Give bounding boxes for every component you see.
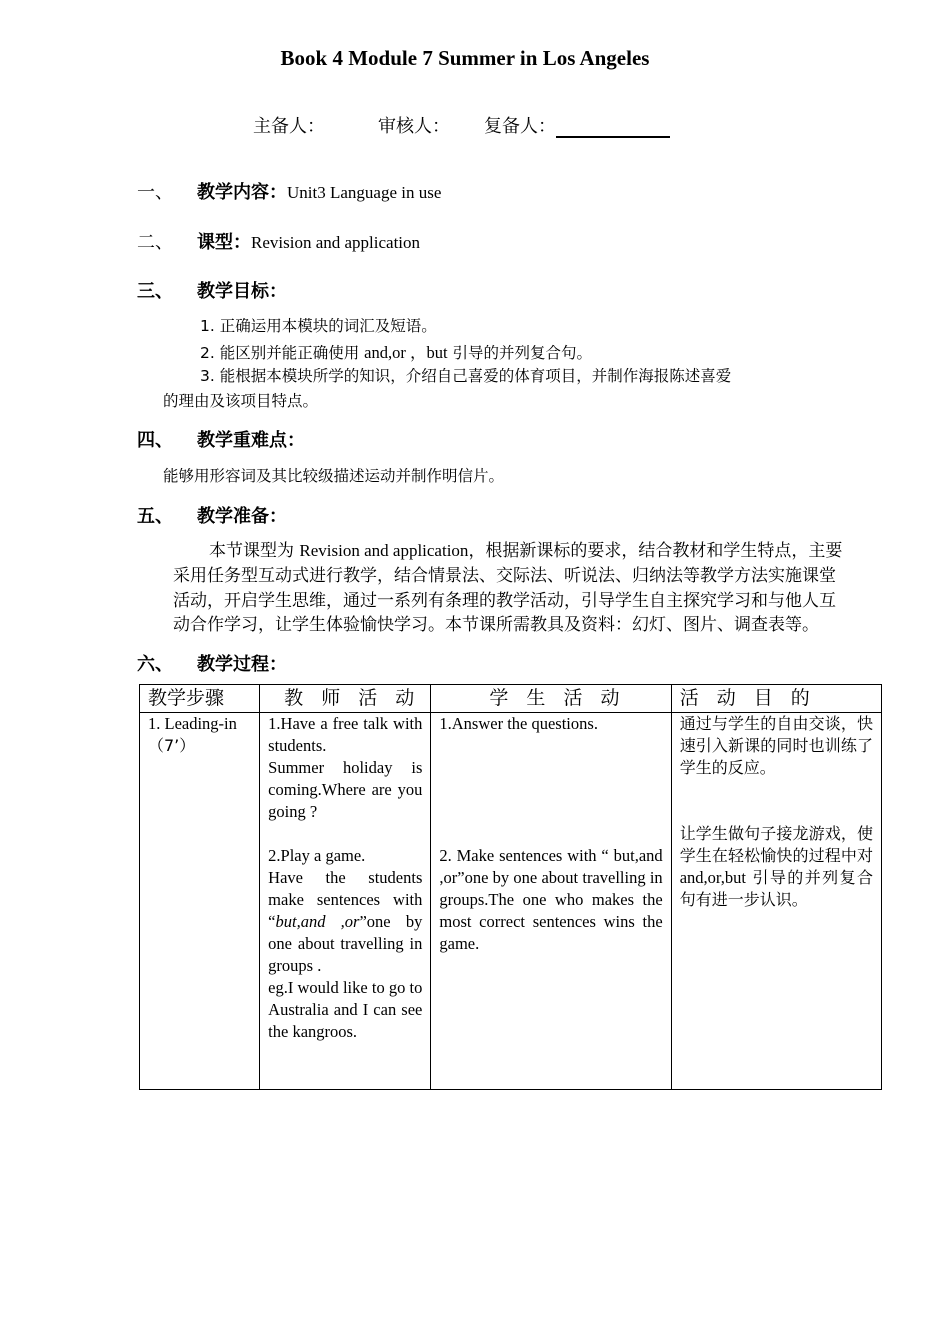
section-number: 三、 [137, 281, 173, 302]
header-teacher: 教 师 活 动 [260, 685, 431, 713]
student-activity-2: 2. Make sentences with “ but,and ,or”one by one about travelling in groups.The one who makes the most correct sentences wins the game. [439, 846, 663, 953]
section-heading: 教学重难点： [197, 430, 305, 451]
purpose-cell [671, 713, 881, 1090]
section-number: 六、 [137, 654, 173, 675]
step-cell [140, 713, 260, 1090]
teacher-activity-2-example: eg.I would like to go to Australia and I can see the kangroos. [268, 978, 423, 1041]
section-objectives [137, 277, 287, 303]
section-type [137, 228, 420, 254]
purpose-1: 通过与学生的自由交谈，快速引入新课的同时也训练了学生的反应。 [679, 714, 873, 777]
preparation-text: 本节课型为 [209, 541, 300, 561]
objective-2 [200, 339, 592, 363]
section-body: Unit3 Language in use [287, 183, 442, 202]
header-step: 教学步骤 [140, 685, 260, 713]
key-points-text: 能够用形容词及其比较级描述运动并制作明信片。 [163, 467, 505, 485]
purpose-2 [680, 823, 873, 911]
section-number: 一、 [137, 182, 173, 203]
preparation-line-1 [209, 536, 950, 561]
objective-2-text-end: 引导的并列复合句。 [447, 344, 592, 362]
section-heading: 教学过程： [197, 654, 287, 675]
re-preparer-blank [556, 116, 670, 138]
teacher-activity-2-conjunctions: but,and ,or [275, 912, 360, 931]
table-header-row [140, 685, 882, 713]
section-heading: 教学目标： [197, 281, 287, 302]
teacher-activity-2-text: Have the students make sentences with “ [268, 868, 423, 931]
section-preparation [137, 502, 287, 528]
preparers-line [253, 112, 670, 138]
purpose-2-conjunctions: and,or,but [679, 868, 746, 887]
purpose-2-text: 让学生做句子接龙游戏，使学生在轻松愉快的过程中对 [679, 824, 873, 865]
teacher-cell [260, 713, 431, 1090]
objective-3-line-2: 的理由及该项目特点。 [163, 392, 319, 410]
teacher-activity-1-detail: Summer holiday is coming.Where are you going ? [268, 758, 423, 821]
preparation-line-4: 动合作学习，让学生体验愉快学习。本节课所需教具及资料：幻灯、图片、调查表等。 [173, 615, 819, 635]
teacher-activity-2-text-end: ”one by one about travelling in groups . [268, 912, 423, 975]
section-number: 五、 [137, 506, 173, 527]
re-preparer-label: 复备人： [484, 116, 556, 137]
reviewer-label: 审核人： [378, 116, 450, 137]
objective-3-line-1: 3. 能根据本模块所学的知识，介绍自己喜爱的体育项目，并制作海报陈述喜爱 [200, 367, 732, 385]
objective-2-conjunctions: and,or ，but [364, 343, 448, 362]
preparation-course-type: Revision and application [299, 541, 469, 560]
teacher-activity-2-detail [268, 867, 422, 977]
purpose-2-text-end: 引导的并列复合句有进一步认识。 [679, 868, 873, 909]
teaching-process-table [139, 684, 882, 1090]
teacher-activity-2: 2.Play a game. [268, 846, 366, 865]
student-activity-1: 1.Answer the questions. [439, 714, 598, 733]
section-heading: 课型： [197, 232, 251, 253]
section-number: 二、 [137, 232, 173, 253]
section-number: 四、 [137, 430, 173, 451]
preparation-line-3: 活动，开启学生思维，通过一系列有条理的教学活动，引导学生自主探究学习和与他人互 [173, 591, 836, 611]
section-heading: 教学准备： [197, 506, 287, 527]
section-key-points [137, 426, 305, 452]
header-student: 学 生 活 动 [431, 685, 671, 713]
table-row [140, 713, 882, 1090]
preparation-line-2: 采用任务型互动式进行教学，结合情景法、交际法、听说法、归纳法等教学方法实施课堂 [173, 566, 836, 586]
step-name: 1. Leading-in [148, 714, 237, 733]
section-process [137, 650, 287, 676]
main-preparer-label: 主备人： [253, 116, 325, 137]
section-content [137, 178, 441, 204]
section-body: Revision and application [251, 233, 421, 252]
section-heading: 教学内容： [197, 182, 287, 203]
objective-2-text: 2. 能区别并能正确使用 [200, 344, 365, 362]
teacher-activity-1: 1.Have a free talk with students. [268, 714, 423, 755]
objective-1: 1. 正确运用本模块的词汇及短语。 [200, 317, 437, 335]
header-purpose: 活 动 目 的 [671, 685, 881, 713]
student-cell [431, 713, 671, 1090]
preparation-text-end: ，根据新课标的要求，结合教材和学生特点，主要 [468, 541, 843, 561]
document-title: Book 4 Module 7 Summer in Los Angeles [280, 46, 650, 70]
step-time: （7’） [148, 736, 196, 755]
